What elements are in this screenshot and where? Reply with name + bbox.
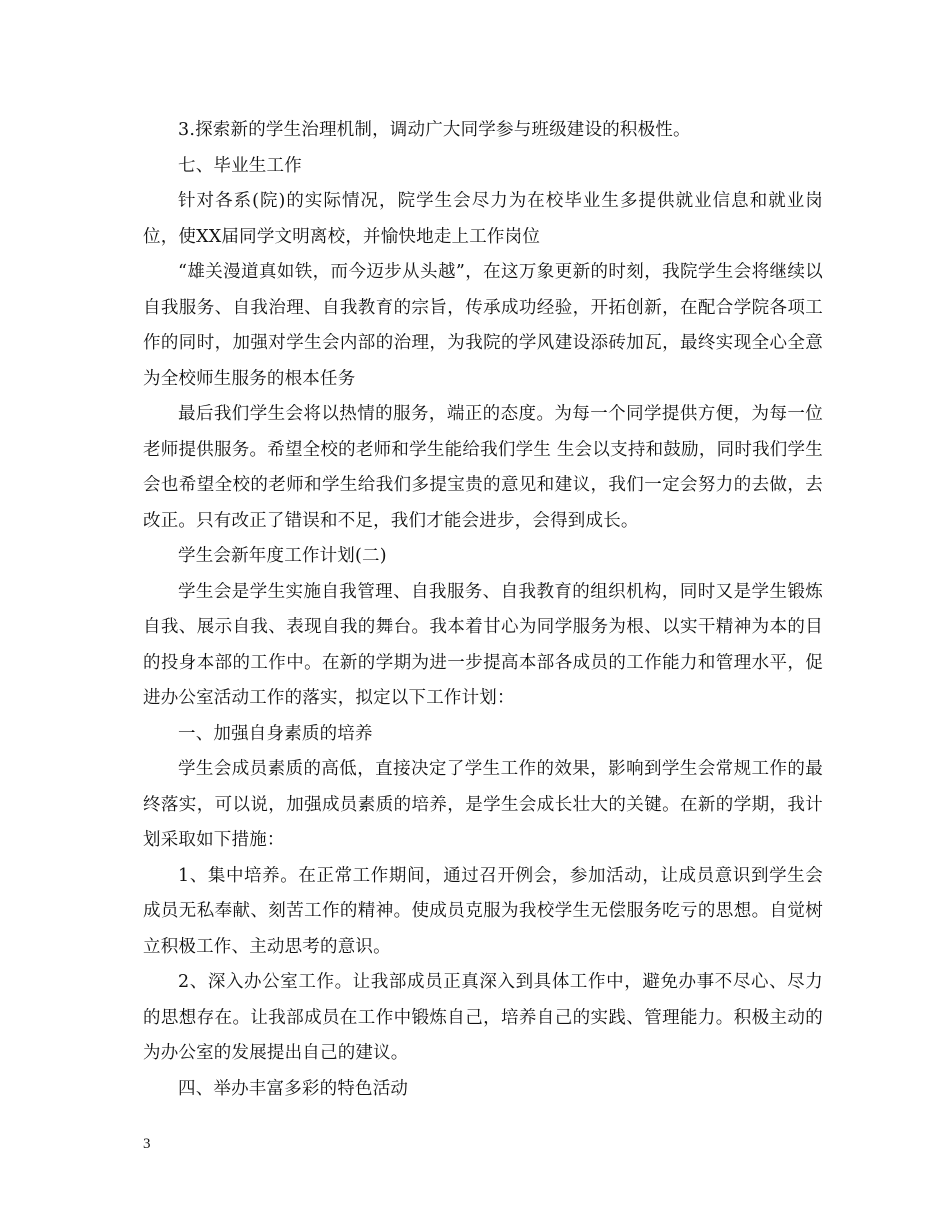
paragraph-centralized-training: 1、集中培养。在正常工作期间，通过召开例会，参加活动，让成员意识到学生会成员无私奉献、刻苦工作的精神。使成员克服为我校学生无偿服务吃亏的思想。自觉树立积极工作、主动思考的意识。 xyxy=(143,865,823,957)
paragraph-graduate-employment: 针对各系(院)的实际情况，院学生会尽力为在校毕业生多提供就业信息和就业岗位，使XX届同学文明离校，并愉快地走上工作岗位 xyxy=(143,191,823,247)
page-number: 3 xyxy=(143,1136,151,1152)
paragraph-closing-service: 最后我们学生会将以热情的服务，端正的态度。为每一个同学提供方便，为每一位老师提供服务。希望全校的老师和学生能给我们学生 生会以支持和鼓励，同时我们学生会也希望全校的老师和学生给我们多提宝贵的意见和建议，我们一定会努力的去做，去改正。只有改正了错误和不足，我们才能会进步，会得到成长。 xyxy=(143,404,823,531)
heading-graduate-work: 七、毕业生工作 xyxy=(178,155,302,176)
paragraph-office-work: 2、深入办公室工作。让我部成员正真深入到具体工作中，避免办事不尽心、尽力的思想存在。让我部成员在工作中锻炼自己，培养自己的实践、管理能力。积极主动的为办公室的发展提出自己的建议。 xyxy=(143,972,823,1063)
document-body xyxy=(143,113,823,1107)
paragraph-student-union-intro: 学生会是学生实施自我管理、自我服务、自我教育的组织机构，同时又是学生锻炼自我、展示自我、表现自我的舞台。我本着甘心为同学服务为根、以实干精神为本的目的投身本部的工作中。在新的学期为进一步提高本部各成员的工作能力和管理水平，促进办公室活动工作的落实，拟定以下工作计划： xyxy=(143,581,823,708)
paragraph-student-management: 3.探索新的学生治理机制，调动广大同学参与班级建设的积极性。 xyxy=(178,120,691,140)
heading-work-plan-two: 学生会新年度工作计划(二) xyxy=(178,546,387,566)
paragraph-quote-outlook: “雄关漫道真如铁，而今迈步从头越”，在这万象更新的时刻，我院学生会将继续以自我服务、自我治理、自我教育的宗旨，传承成功经验，开拓创新，在配合学院各项工作的同时，加强对学生会内部的治理，为我院的学风建设添砖加瓦，最终实现全心全意为全校师生服务的根本任务 xyxy=(143,262,823,389)
heading-special-activities: 四、举办丰富多彩的特色活动 xyxy=(178,1078,409,1099)
paragraph-member-quality: 学生会成员素质的高低，直接决定了学生工作的效果，影响到学生会常规工作的最终落实，可以说，加强成员素质的培养，是学生会成长壮大的关键。在新的学期，我计划采取如下措施： xyxy=(143,759,823,850)
heading-strengthen-quality: 一、加强自身素质的培养 xyxy=(178,723,373,744)
